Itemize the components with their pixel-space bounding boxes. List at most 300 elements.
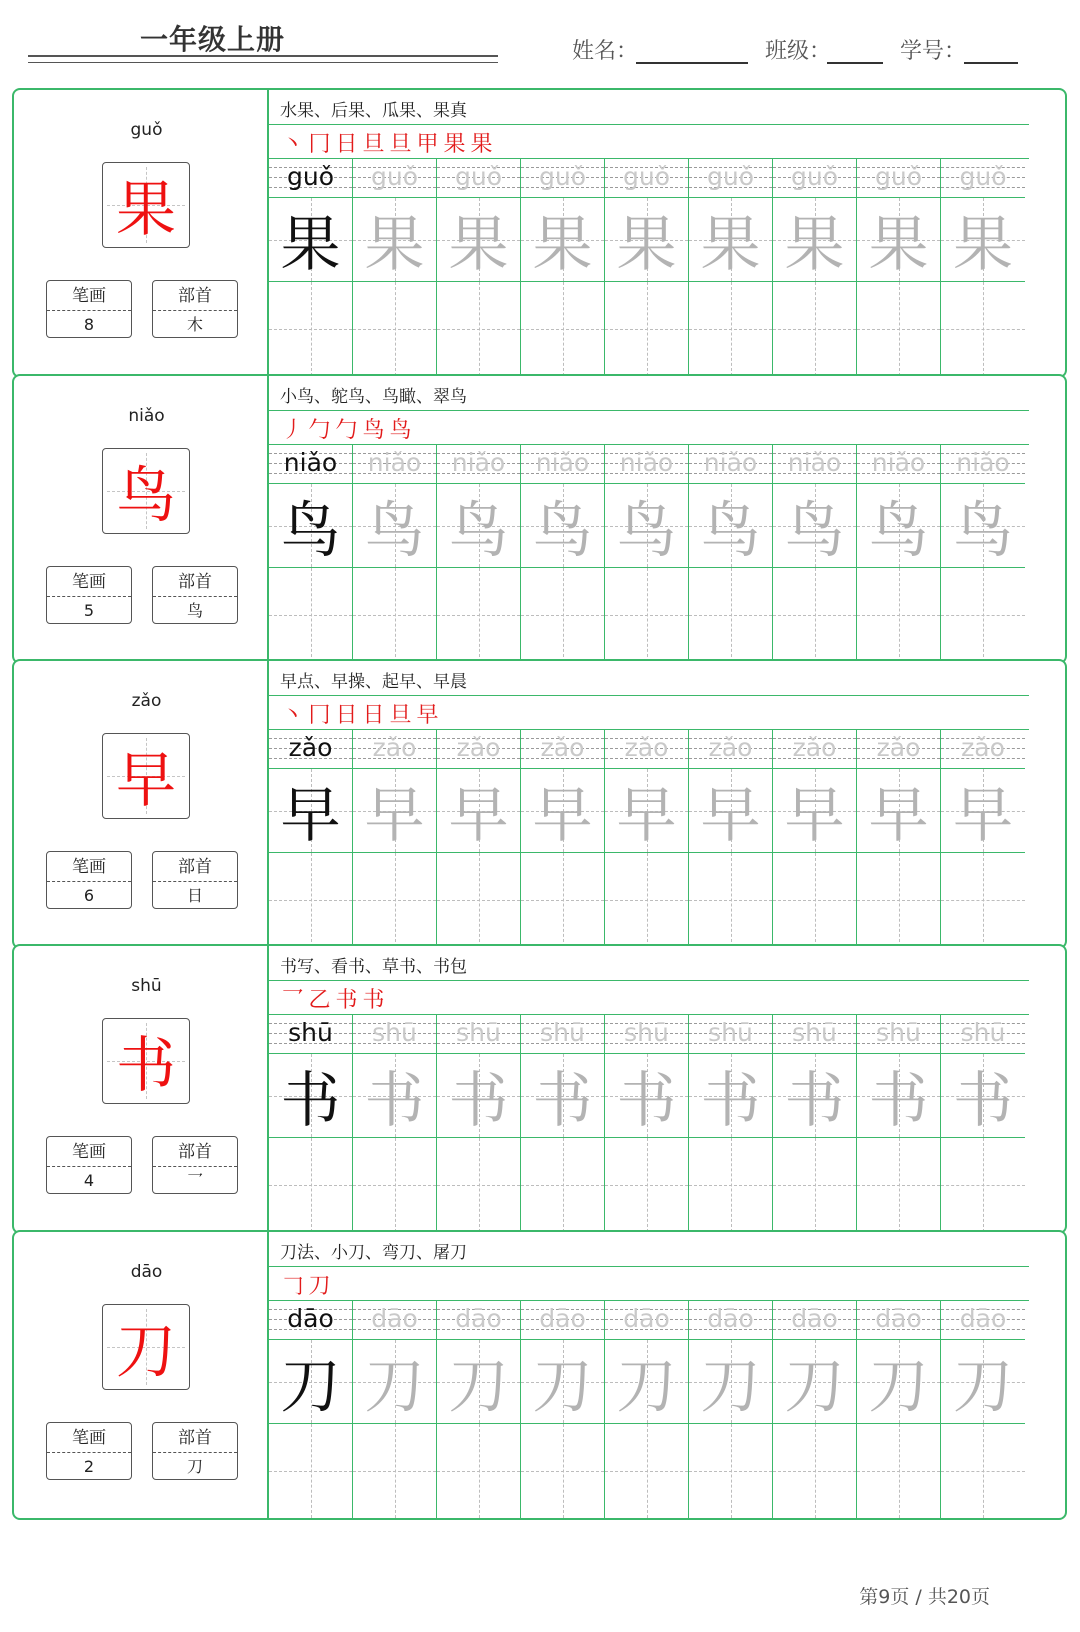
- character-info-panel: [14, 946, 279, 1232]
- pinyin-model-cell: [269, 729, 353, 769]
- blank-practice-cell[interactable]: [269, 282, 353, 376]
- character-trace: 早: [868, 780, 929, 851]
- blank-practice-cell[interactable]: [773, 282, 857, 376]
- radical-value: 鸟: [186, 601, 203, 620]
- blank-practice-cell[interactable]: [941, 282, 1025, 376]
- radical-value: 刀: [186, 1457, 203, 1476]
- stroke-count-label: 笔画: [47, 852, 131, 882]
- character-model-cell: [269, 1054, 353, 1138]
- writing-grid: [269, 1300, 1029, 1518]
- character-model: 果: [280, 209, 341, 280]
- character-card: [12, 659, 1067, 949]
- character-trace: 早: [784, 780, 845, 851]
- character-trace: 鸟: [616, 495, 677, 566]
- blank-practice-cell[interactable]: [521, 568, 605, 662]
- character-trace: 早: [616, 780, 677, 851]
- pinyin-trace-cell[interactable]: [689, 729, 773, 769]
- radical-box: [152, 1422, 238, 1480]
- pinyin-model-cell: [269, 1300, 353, 1340]
- blank-practice-cell[interactable]: [857, 853, 941, 947]
- blank-practice-cell[interactable]: [521, 282, 605, 376]
- blank-practice-cell[interactable]: [269, 568, 353, 662]
- stroke-order-step: 果: [470, 132, 493, 157]
- character-card: [12, 88, 1067, 378]
- pinyin-trace-cell[interactable]: [689, 158, 773, 198]
- stroke-order-step: 鸟: [389, 418, 412, 443]
- practice-panel: [267, 946, 1029, 1232]
- character-trace-cell[interactable]: [941, 198, 1025, 282]
- character-display-box: [102, 1018, 190, 1104]
- stroke-order-step: 冂: [308, 703, 331, 728]
- pinyin-trace-cell[interactable]: [941, 444, 1025, 484]
- character-trace: 书: [953, 1065, 1013, 1136]
- character-large: 果: [116, 175, 176, 245]
- example-words-row: [269, 661, 1029, 696]
- character-trace-cell[interactable]: [605, 1340, 689, 1424]
- radical-box: [152, 280, 238, 338]
- pinyin-trace-cell[interactable]: [437, 444, 521, 484]
- stroke-count-value: 2: [83, 1457, 95, 1476]
- name-field[interactable]: [572, 34, 638, 65]
- blank-practice-cell[interactable]: [941, 568, 1025, 662]
- pinyin-model: zǎo: [288, 733, 333, 762]
- writing-grid: [269, 729, 1029, 947]
- character-trace-cell[interactable]: [437, 1340, 521, 1424]
- blank-practice-cell[interactable]: [857, 1424, 941, 1518]
- pinyin-trace: shū: [960, 1018, 1006, 1047]
- blank-practice-cell[interactable]: [605, 282, 689, 376]
- pinyin-trace: shū: [876, 1018, 921, 1047]
- blank-practice-cell[interactable]: [941, 853, 1025, 947]
- pinyin-trace-cell[interactable]: [353, 1014, 437, 1054]
- class-field[interactable]: [765, 34, 831, 65]
- tian-grid-horizontal: [773, 1471, 856, 1472]
- character-trace-cell[interactable]: [605, 198, 689, 282]
- pinyin-trace: zǎo: [456, 733, 501, 762]
- stroke-order-step: 书: [362, 988, 385, 1013]
- tian-grid-horizontal: [605, 329, 688, 330]
- blank-practice-cell[interactable]: [353, 1424, 437, 1518]
- stroke-order-step: 刀: [308, 1274, 331, 1299]
- writing-grid: [269, 1014, 1029, 1232]
- stroke-count-label: 笔画: [47, 1423, 131, 1453]
- blank-practice-cell[interactable]: [941, 1138, 1025, 1232]
- pinyin-trace: dāo: [623, 1304, 670, 1333]
- radical-label: 部首: [153, 852, 237, 882]
- character-trace-cell[interactable]: [689, 484, 773, 568]
- practice-panel: [267, 1232, 1029, 1518]
- stroke-order-row: [269, 124, 1029, 159]
- pinyin-trace-cell[interactable]: [857, 444, 941, 484]
- character-trace-cell[interactable]: [857, 484, 941, 568]
- tian-grid-horizontal: [941, 900, 1025, 901]
- stroke-order-step: 书: [335, 988, 358, 1013]
- stroke-order-step: 旦: [362, 132, 385, 157]
- stroke-order-step: 日: [362, 703, 385, 728]
- practice-panel: [267, 376, 1029, 662]
- tian-grid-horizontal: [689, 1185, 772, 1186]
- pinyin-trace: zǎo: [624, 733, 669, 762]
- tian-grid-horizontal: [773, 900, 856, 901]
- pinyin-trace-cell[interactable]: [857, 1014, 941, 1054]
- blank-practice-cell[interactable]: [689, 1138, 773, 1232]
- character-large: 早: [116, 746, 176, 816]
- character-trace: 鸟: [868, 495, 929, 566]
- example-words-row: [269, 1232, 1029, 1267]
- blank-practice-cell[interactable]: [689, 568, 773, 662]
- character-trace: 书: [616, 1065, 677, 1136]
- radical-value: 日: [186, 886, 203, 905]
- radical-label: 部首: [153, 281, 237, 311]
- character-large: 鸟: [116, 461, 176, 531]
- tian-grid-horizontal: [941, 615, 1025, 616]
- pinyin-trace: niǎo: [871, 448, 926, 477]
- blank-practice-cell[interactable]: [269, 1138, 353, 1232]
- blank-practice-cell[interactable]: [353, 853, 437, 947]
- blank-practice-cell[interactable]: [857, 1138, 941, 1232]
- character-trace-cell[interactable]: [353, 198, 437, 282]
- character-trace-cell[interactable]: [437, 198, 521, 282]
- character-trace: 刀: [616, 1351, 677, 1422]
- pinyin-trace: dāo: [371, 1304, 418, 1333]
- tian-grid-horizontal: [269, 1471, 352, 1472]
- example-words-row: [269, 376, 1029, 411]
- character-trace-cell[interactable]: [941, 769, 1025, 853]
- stroke-count-label: 笔画: [47, 567, 131, 597]
- pinyin-trace-cell[interactable]: [941, 729, 1025, 769]
- stroke-order-step: 甲: [416, 132, 439, 157]
- pinyin-trace-cell[interactable]: [857, 1300, 941, 1340]
- blank-practice-cell[interactable]: [437, 853, 521, 947]
- stroke-order-step: 𠃌: [281, 1274, 304, 1299]
- pinyin-model-cell: [269, 158, 353, 198]
- pinyin-trace-cell[interactable]: [521, 1300, 605, 1340]
- pinyin-trace: niǎo: [787, 448, 842, 477]
- pinyin-trace-cell[interactable]: [521, 1014, 605, 1054]
- radical-value: 木: [186, 315, 203, 334]
- blank-practice-cell[interactable]: [437, 1138, 521, 1232]
- pinyin-trace: guǒ: [874, 162, 922, 191]
- character-trace: 刀: [532, 1351, 593, 1422]
- pinyin-trace: guǒ: [370, 162, 418, 191]
- pinyin-trace-cell[interactable]: [773, 1014, 857, 1054]
- character-trace: 果: [448, 209, 509, 280]
- pinyin-trace-cell[interactable]: [941, 158, 1025, 198]
- grade-title: 一年级上册: [140, 23, 286, 56]
- character-trace-cell[interactable]: [689, 769, 773, 853]
- character-pinyin: shū: [131, 976, 162, 996]
- tian-grid-horizontal: [437, 615, 520, 616]
- radical-box: [152, 1136, 238, 1194]
- character-trace-cell[interactable]: [605, 1054, 689, 1138]
- pinyin-trace-cell[interactable]: [773, 444, 857, 484]
- character-trace: 书: [868, 1065, 929, 1136]
- pinyin-trace: niǎo: [619, 448, 674, 477]
- blank-practice-cell[interactable]: [437, 1424, 521, 1518]
- blank-practice-cell[interactable]: [773, 568, 857, 662]
- character-trace-cell[interactable]: [521, 769, 605, 853]
- character-model: 早: [280, 780, 341, 851]
- character-model-cell: [269, 484, 353, 568]
- stroke-order-step: 旦: [389, 703, 412, 728]
- page-number: 第9页 / 共20页: [859, 1586, 990, 1608]
- blank-practice-cell[interactable]: [521, 1138, 605, 1232]
- character-card: [12, 1230, 1067, 1520]
- character-trace: 书: [784, 1065, 845, 1136]
- blank-practice-cell[interactable]: [521, 853, 605, 947]
- stroke-order-step: 早: [416, 703, 439, 728]
- character-trace-cell[interactable]: [773, 769, 857, 853]
- pinyin-trace: shū: [624, 1018, 669, 1047]
- character-trace: 刀: [448, 1351, 509, 1422]
- character-trace-cell[interactable]: [857, 769, 941, 853]
- stroke-order-step: 日: [335, 132, 358, 157]
- character-trace-cell[interactable]: [941, 1054, 1025, 1138]
- stroke-order-step: 冂: [308, 132, 331, 157]
- character-trace: 果: [868, 209, 929, 280]
- stroke-order-step: 鸟: [362, 418, 385, 443]
- blank-practice-cell[interactable]: [857, 568, 941, 662]
- pinyin-trace: guǒ: [790, 162, 838, 191]
- pinyin-trace: zǎo: [540, 733, 585, 762]
- pinyin-model: guǒ: [286, 162, 334, 191]
- character-trace-cell[interactable]: [689, 1054, 773, 1138]
- pinyin-trace-cell[interactable]: [521, 158, 605, 198]
- character-trace: 书: [364, 1065, 425, 1136]
- pinyin-trace-cell[interactable]: [437, 158, 521, 198]
- blank-practice-cell[interactable]: [269, 1424, 353, 1518]
- pinyin-trace-cell[interactable]: [521, 444, 605, 484]
- blank-practice-cell[interactable]: [353, 568, 437, 662]
- character-trace-cell[interactable]: [857, 1054, 941, 1138]
- student-no-field[interactable]: [900, 34, 966, 65]
- character-trace: 刀: [953, 1351, 1013, 1422]
- pinyin-trace-cell[interactable]: [605, 1014, 689, 1054]
- blank-practice-cell[interactable]: [521, 1424, 605, 1518]
- character-trace-cell[interactable]: [941, 1340, 1025, 1424]
- pinyin-trace-cell[interactable]: [437, 1014, 521, 1054]
- student-no-blank-line: [964, 62, 1018, 64]
- tian-grid-horizontal: [353, 900, 436, 901]
- character-trace: 鸟: [448, 495, 509, 566]
- example-words: 小鸟、鸵鸟、鸟瞰、翠鸟: [280, 387, 467, 407]
- stroke-count-box: [46, 851, 132, 909]
- character-trace-cell[interactable]: [773, 198, 857, 282]
- character-trace-cell[interactable]: [521, 484, 605, 568]
- character-large: 刀: [116, 1317, 176, 1387]
- tian-grid-horizontal: [689, 900, 772, 901]
- blank-practice-cell[interactable]: [437, 282, 521, 376]
- character-trace-cell[interactable]: [437, 769, 521, 853]
- tian-grid-horizontal: [437, 900, 520, 901]
- pinyin-trace-cell[interactable]: [437, 729, 521, 769]
- tian-grid-horizontal: [353, 1471, 436, 1472]
- blank-practice-cell[interactable]: [689, 853, 773, 947]
- pinyin-trace-cell[interactable]: [521, 729, 605, 769]
- stroke-count-value: 5: [83, 601, 95, 620]
- pinyin-trace: guǒ: [454, 162, 502, 191]
- radical-value: 乛: [186, 1171, 203, 1190]
- character-model-cell: [269, 1340, 353, 1424]
- character-trace-cell[interactable]: [353, 484, 437, 568]
- character-trace-cell[interactable]: [857, 1340, 941, 1424]
- tian-grid-horizontal: [857, 1471, 940, 1472]
- tian-grid-horizontal: [521, 329, 604, 330]
- stroke-order-step: 乙: [308, 988, 331, 1013]
- pinyin-trace: dāo: [707, 1304, 754, 1333]
- stroke-order-sequence: [279, 983, 387, 1014]
- blank-practice-cell[interactable]: [605, 853, 689, 947]
- pinyin-trace-cell[interactable]: [773, 729, 857, 769]
- character-trace-cell[interactable]: [773, 484, 857, 568]
- tian-grid-horizontal: [689, 329, 772, 330]
- pinyin-trace-cell[interactable]: [353, 158, 437, 198]
- blank-practice-cell[interactable]: [773, 853, 857, 947]
- tian-grid-horizontal: [437, 329, 520, 330]
- pinyin-trace-cell[interactable]: [857, 158, 941, 198]
- pinyin-trace-cell[interactable]: [773, 158, 857, 198]
- blank-practice-cell[interactable]: [353, 1138, 437, 1232]
- pinyin-model: dāo: [287, 1304, 334, 1333]
- pinyin-trace: niǎo: [451, 448, 506, 477]
- blank-practice-cell[interactable]: [773, 1424, 857, 1518]
- pinyin-trace-cell[interactable]: [689, 444, 773, 484]
- character-trace-cell[interactable]: [689, 198, 773, 282]
- blank-practice-cell[interactable]: [941, 1424, 1025, 1518]
- pinyin-trace: zǎo: [876, 733, 921, 762]
- stroke-order-row: [269, 410, 1029, 445]
- tian-grid-horizontal: [773, 615, 856, 616]
- character-trace-cell[interactable]: [689, 1340, 773, 1424]
- stroke-order-step: 旦: [389, 132, 412, 157]
- character-trace: 刀: [784, 1351, 845, 1422]
- tian-grid-horizontal: [269, 615, 352, 616]
- stroke-count-box: [46, 280, 132, 338]
- pinyin-trace-cell[interactable]: [941, 1300, 1025, 1340]
- pinyin-trace-cell[interactable]: [689, 1014, 773, 1054]
- character-trace-cell[interactable]: [857, 198, 941, 282]
- pinyin-trace-cell[interactable]: [353, 1300, 437, 1340]
- blank-practice-cell[interactable]: [605, 1424, 689, 1518]
- stroke-order-step: 果: [443, 132, 466, 157]
- class-label: 班级：: [765, 39, 832, 64]
- stroke-order-row: [269, 980, 1029, 1015]
- tian-grid-horizontal: [941, 1471, 1025, 1472]
- character-trace: 刀: [700, 1351, 761, 1422]
- student-no-label: 学号：: [900, 39, 967, 64]
- blank-practice-cell[interactable]: [689, 1424, 773, 1518]
- stroke-order-step: 日: [335, 703, 358, 728]
- radical-box: [152, 566, 238, 624]
- tian-grid-horizontal: [857, 615, 940, 616]
- stroke-order-step: 丶: [281, 132, 304, 157]
- character-info-panel: [14, 1232, 279, 1518]
- tian-grid-horizontal: [605, 1471, 688, 1472]
- character-trace-cell[interactable]: [605, 769, 689, 853]
- character-trace-cell[interactable]: [437, 484, 521, 568]
- stroke-order-step: 丿: [281, 418, 304, 443]
- pinyin-trace-cell[interactable]: [353, 729, 437, 769]
- character-trace: 鸟: [784, 495, 845, 566]
- blank-practice-cell[interactable]: [353, 282, 437, 376]
- character-trace-cell[interactable]: [437, 1054, 521, 1138]
- pinyin-trace-cell[interactable]: [773, 1300, 857, 1340]
- character-card: [12, 944, 1067, 1234]
- tian-grid-horizontal: [941, 329, 1025, 330]
- example-words: 早点、早操、起早、早晨: [280, 672, 467, 692]
- blank-practice-cell[interactable]: [773, 1138, 857, 1232]
- character-trace-cell[interactable]: [605, 484, 689, 568]
- character-pinyin: guǒ: [130, 120, 163, 140]
- pinyin-trace-cell[interactable]: [605, 1300, 689, 1340]
- pinyin-trace-cell[interactable]: [605, 444, 689, 484]
- character-trace-cell[interactable]: [521, 1054, 605, 1138]
- character-trace-cell[interactable]: [773, 1340, 857, 1424]
- blank-practice-cell[interactable]: [269, 853, 353, 947]
- pinyin-trace-cell[interactable]: [605, 729, 689, 769]
- pinyin-trace-cell[interactable]: [605, 158, 689, 198]
- pinyin-trace-cell[interactable]: [857, 729, 941, 769]
- character-trace-cell[interactable]: [353, 769, 437, 853]
- tian-grid-horizontal: [437, 1185, 520, 1186]
- stroke-count-value: 6: [83, 886, 95, 905]
- blank-practice-cell[interactable]: [605, 1138, 689, 1232]
- character-trace-cell[interactable]: [521, 1340, 605, 1424]
- stroke-order-sequence: [279, 413, 414, 444]
- pinyin-trace-cell[interactable]: [353, 444, 437, 484]
- pinyin-trace: dāo: [455, 1304, 502, 1333]
- character-model-cell: [269, 769, 353, 853]
- pinyin-trace: zǎo: [961, 733, 1005, 762]
- stroke-order-step: 乛: [281, 988, 304, 1013]
- tian-grid-horizontal: [605, 900, 688, 901]
- pinyin-model: shū: [288, 1018, 333, 1047]
- character-trace: 早: [953, 780, 1013, 851]
- character-trace-cell[interactable]: [941, 484, 1025, 568]
- character-trace: 早: [532, 780, 593, 851]
- character-trace: 鸟: [700, 495, 761, 566]
- character-info-panel: [14, 376, 279, 662]
- pinyin-trace-cell[interactable]: [689, 1300, 773, 1340]
- pinyin-trace-cell[interactable]: [437, 1300, 521, 1340]
- blank-practice-cell[interactable]: [437, 568, 521, 662]
- character-trace-cell[interactable]: [353, 1340, 437, 1424]
- blank-practice-cell[interactable]: [689, 282, 773, 376]
- pinyin-trace-cell[interactable]: [941, 1014, 1025, 1054]
- pinyin-model: niǎo: [283, 448, 338, 477]
- stroke-count-box: [46, 566, 132, 624]
- writing-grid: [269, 444, 1029, 662]
- stroke-count-box: [46, 1136, 132, 1194]
- character-model: 刀: [280, 1351, 341, 1422]
- tian-grid-horizontal: [857, 1185, 940, 1186]
- tian-grid-horizontal: [521, 900, 604, 901]
- character-trace-cell[interactable]: [521, 198, 605, 282]
- stroke-order-sequence: [279, 127, 495, 158]
- character-trace-cell[interactable]: [773, 1054, 857, 1138]
- tian-grid-horizontal: [353, 615, 436, 616]
- character-trace-cell[interactable]: [353, 1054, 437, 1138]
- pinyin-trace: guǒ: [706, 162, 754, 191]
- pinyin-model-cell: [269, 444, 353, 484]
- pinyin-trace: zǎo: [792, 733, 837, 762]
- blank-practice-cell[interactable]: [857, 282, 941, 376]
- blank-practice-cell[interactable]: [605, 568, 689, 662]
- character-trace: 果: [784, 209, 845, 280]
- tian-grid-horizontal: [773, 1185, 856, 1186]
- name-label: 姓名：: [572, 39, 639, 64]
- character-trace: 书: [700, 1065, 761, 1136]
